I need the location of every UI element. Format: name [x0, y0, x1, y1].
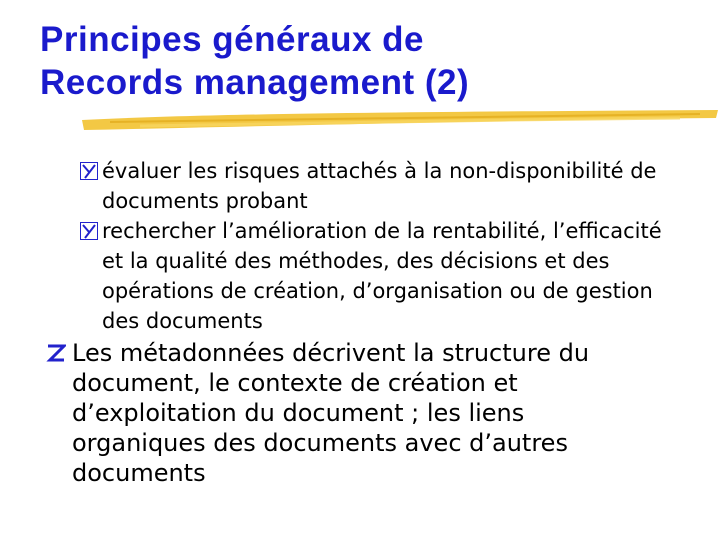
list-item-main-1-line-3: d’exploitation du document ; les liens: [72, 399, 525, 427]
list-item-main-1-line-4: organiques des documents avec d’autres: [72, 429, 568, 457]
slide-title: [40, 18, 469, 104]
list-item-sub-2-line-4: des documents: [102, 309, 263, 333]
z-bullet-icon: [46, 343, 66, 363]
list-item-main-1-line-2: document, le contexte de création et: [72, 369, 518, 397]
title-underline-brushstroke: [80, 104, 720, 134]
list-item-main-1-line-5: documents: [72, 459, 206, 487]
list-item-sub-2-line-3: opérations de création, d’organisation ou de gestion: [102, 279, 653, 303]
y-bullet-icon: [80, 222, 98, 240]
list-item-sub-2: [80, 216, 680, 336]
list-item-main-1-line-1: Les métadonnées décrivent la structure du: [72, 339, 590, 367]
list-item-sub-2-line-2: et la qualité des méthodes, des décisions et des: [102, 249, 610, 273]
list-item-sub-2-line-1: rechercher l’amélioration de la rentabilité, l’efficacité: [102, 219, 662, 243]
y-bullet-icon: [80, 162, 98, 180]
slide-title-line2: Records management (2): [40, 63, 470, 102]
list-item-sub-1: [80, 156, 680, 216]
slide-title-line1: Principes généraux de: [40, 20, 424, 59]
list-item-sub-1-line-2: documents probant: [102, 189, 308, 213]
list-item-sub-1-line-1: évaluer les risques attachés à la non-disponibilité de: [102, 159, 657, 183]
list-item-main-1: [46, 338, 666, 488]
